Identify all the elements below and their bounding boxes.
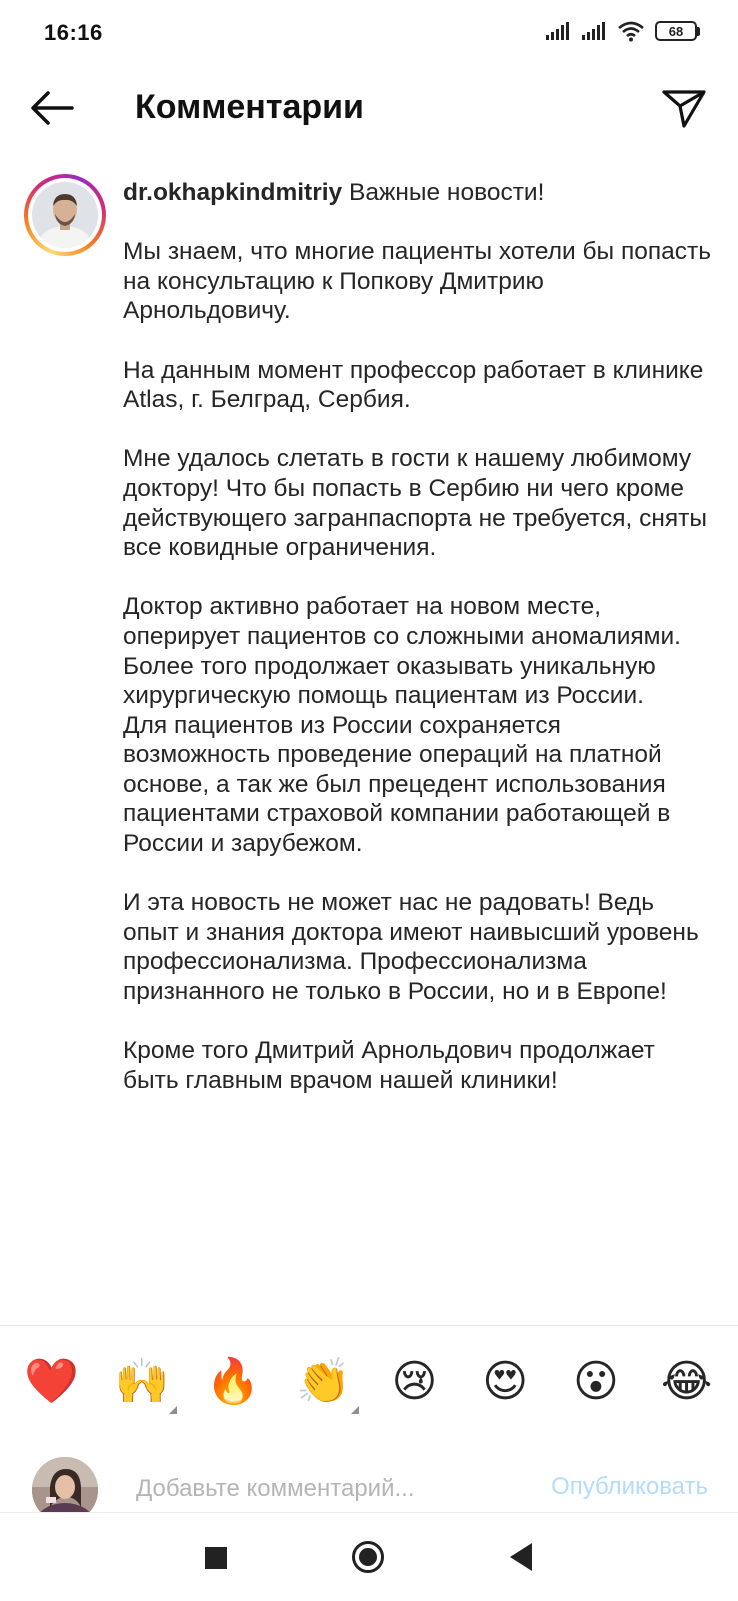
red-heart-emoji[interactable]: ❤️: [23, 1355, 79, 1407]
caption-text: [123, 178, 713, 1095]
caption-paragraph: Важные новости!: [349, 179, 545, 206]
signal-icon: [581, 21, 607, 41]
back-button[interactable]: [28, 86, 76, 130]
signal-icon: [545, 21, 571, 41]
fire-emoji[interactable]: 🔥: [205, 1355, 261, 1407]
caption-paragraph: На данным момент профессор работает в клинике Atlas, г. Белград, Сербия.: [123, 356, 704, 414]
battery-icon: [655, 21, 700, 41]
tears-of-joy-emoji[interactable]: 😂: [660, 1355, 713, 1407]
home-circle-icon[interactable]: [352, 1541, 384, 1573]
quick-reactions-bar: [0, 1325, 738, 1437]
caption-paragraph: Для пациентов из России сохраняется возможность проведение операций на платной основе, а так же был прецедент использования пациентами страховой компании работающей в России и зарубежом.: [123, 711, 671, 858]
astonished-face-emoji[interactable]: 😮: [572, 1355, 619, 1407]
battery-level: 68: [655, 21, 697, 41]
skin-tone-indicator: [351, 1406, 359, 1414]
paper-plane-icon: [660, 84, 708, 132]
wifi-icon: [617, 20, 645, 42]
caption-paragraph: Мне удалось слетать в гости к нашему любимому доктору! Что бы попасть в Сербию ни чего кроме действующего загранпаспорта не требуется, сняты все ковидные ограничения.: [123, 445, 707, 562]
clapping-hands-emoji[interactable]: 👏: [295, 1360, 353, 1404]
caption-paragraph: Мы знаем, что многие пациенты хотели бы попасть на консультацию к Попкову Дмитрию Арнольдовичу.: [123, 238, 711, 325]
skin-tone-indicator: [169, 1406, 177, 1414]
arrow-left-icon: [28, 86, 76, 130]
author-avatar-photo: [32, 182, 98, 248]
recents-square-icon[interactable]: [205, 1547, 227, 1569]
page-title: Комментарии: [135, 88, 364, 126]
heart-eyes-emoji[interactable]: 😍: [482, 1355, 529, 1407]
back-triangle-icon[interactable]: [510, 1543, 532, 1571]
post-caption: [0, 170, 738, 1325]
author-avatar[interactable]: [24, 174, 106, 256]
header: [0, 68, 738, 148]
caption-paragraph: Кроме того Дмитрий Арнольдович продолжает быть главным врачом нашей клиники!: [123, 1037, 655, 1094]
comment-input[interactable]: [136, 1467, 506, 1511]
raising-hands-emoji[interactable]: 🙌: [113, 1360, 171, 1404]
system-nav-bar: [0, 1512, 738, 1601]
publish-button[interactable]: Опубликовать: [551, 1473, 708, 1500]
caption-paragraph: Доктор активно работает на новом месте, оперирует пациентов со сложными аномалиями. Более того продолжает оказывать уникальную хирургическую помощь пациентам из России.: [123, 593, 681, 710]
status-bar: [0, 0, 738, 68]
share-button[interactable]: [660, 84, 708, 132]
status-icons: [545, 20, 700, 42]
caption-paragraph: И эта новость не может нас не радовать! Ведь опыт и знания доктора имеют наивысший уровень профессионализма. Профессионализма признанного не только в России, но и в Европе!: [123, 889, 699, 1006]
author-username[interactable]: dr.okhapkindmitriy: [123, 179, 343, 206]
crying-face-emoji[interactable]: 😢: [391, 1355, 438, 1407]
status-time: 16:16: [44, 20, 103, 45]
